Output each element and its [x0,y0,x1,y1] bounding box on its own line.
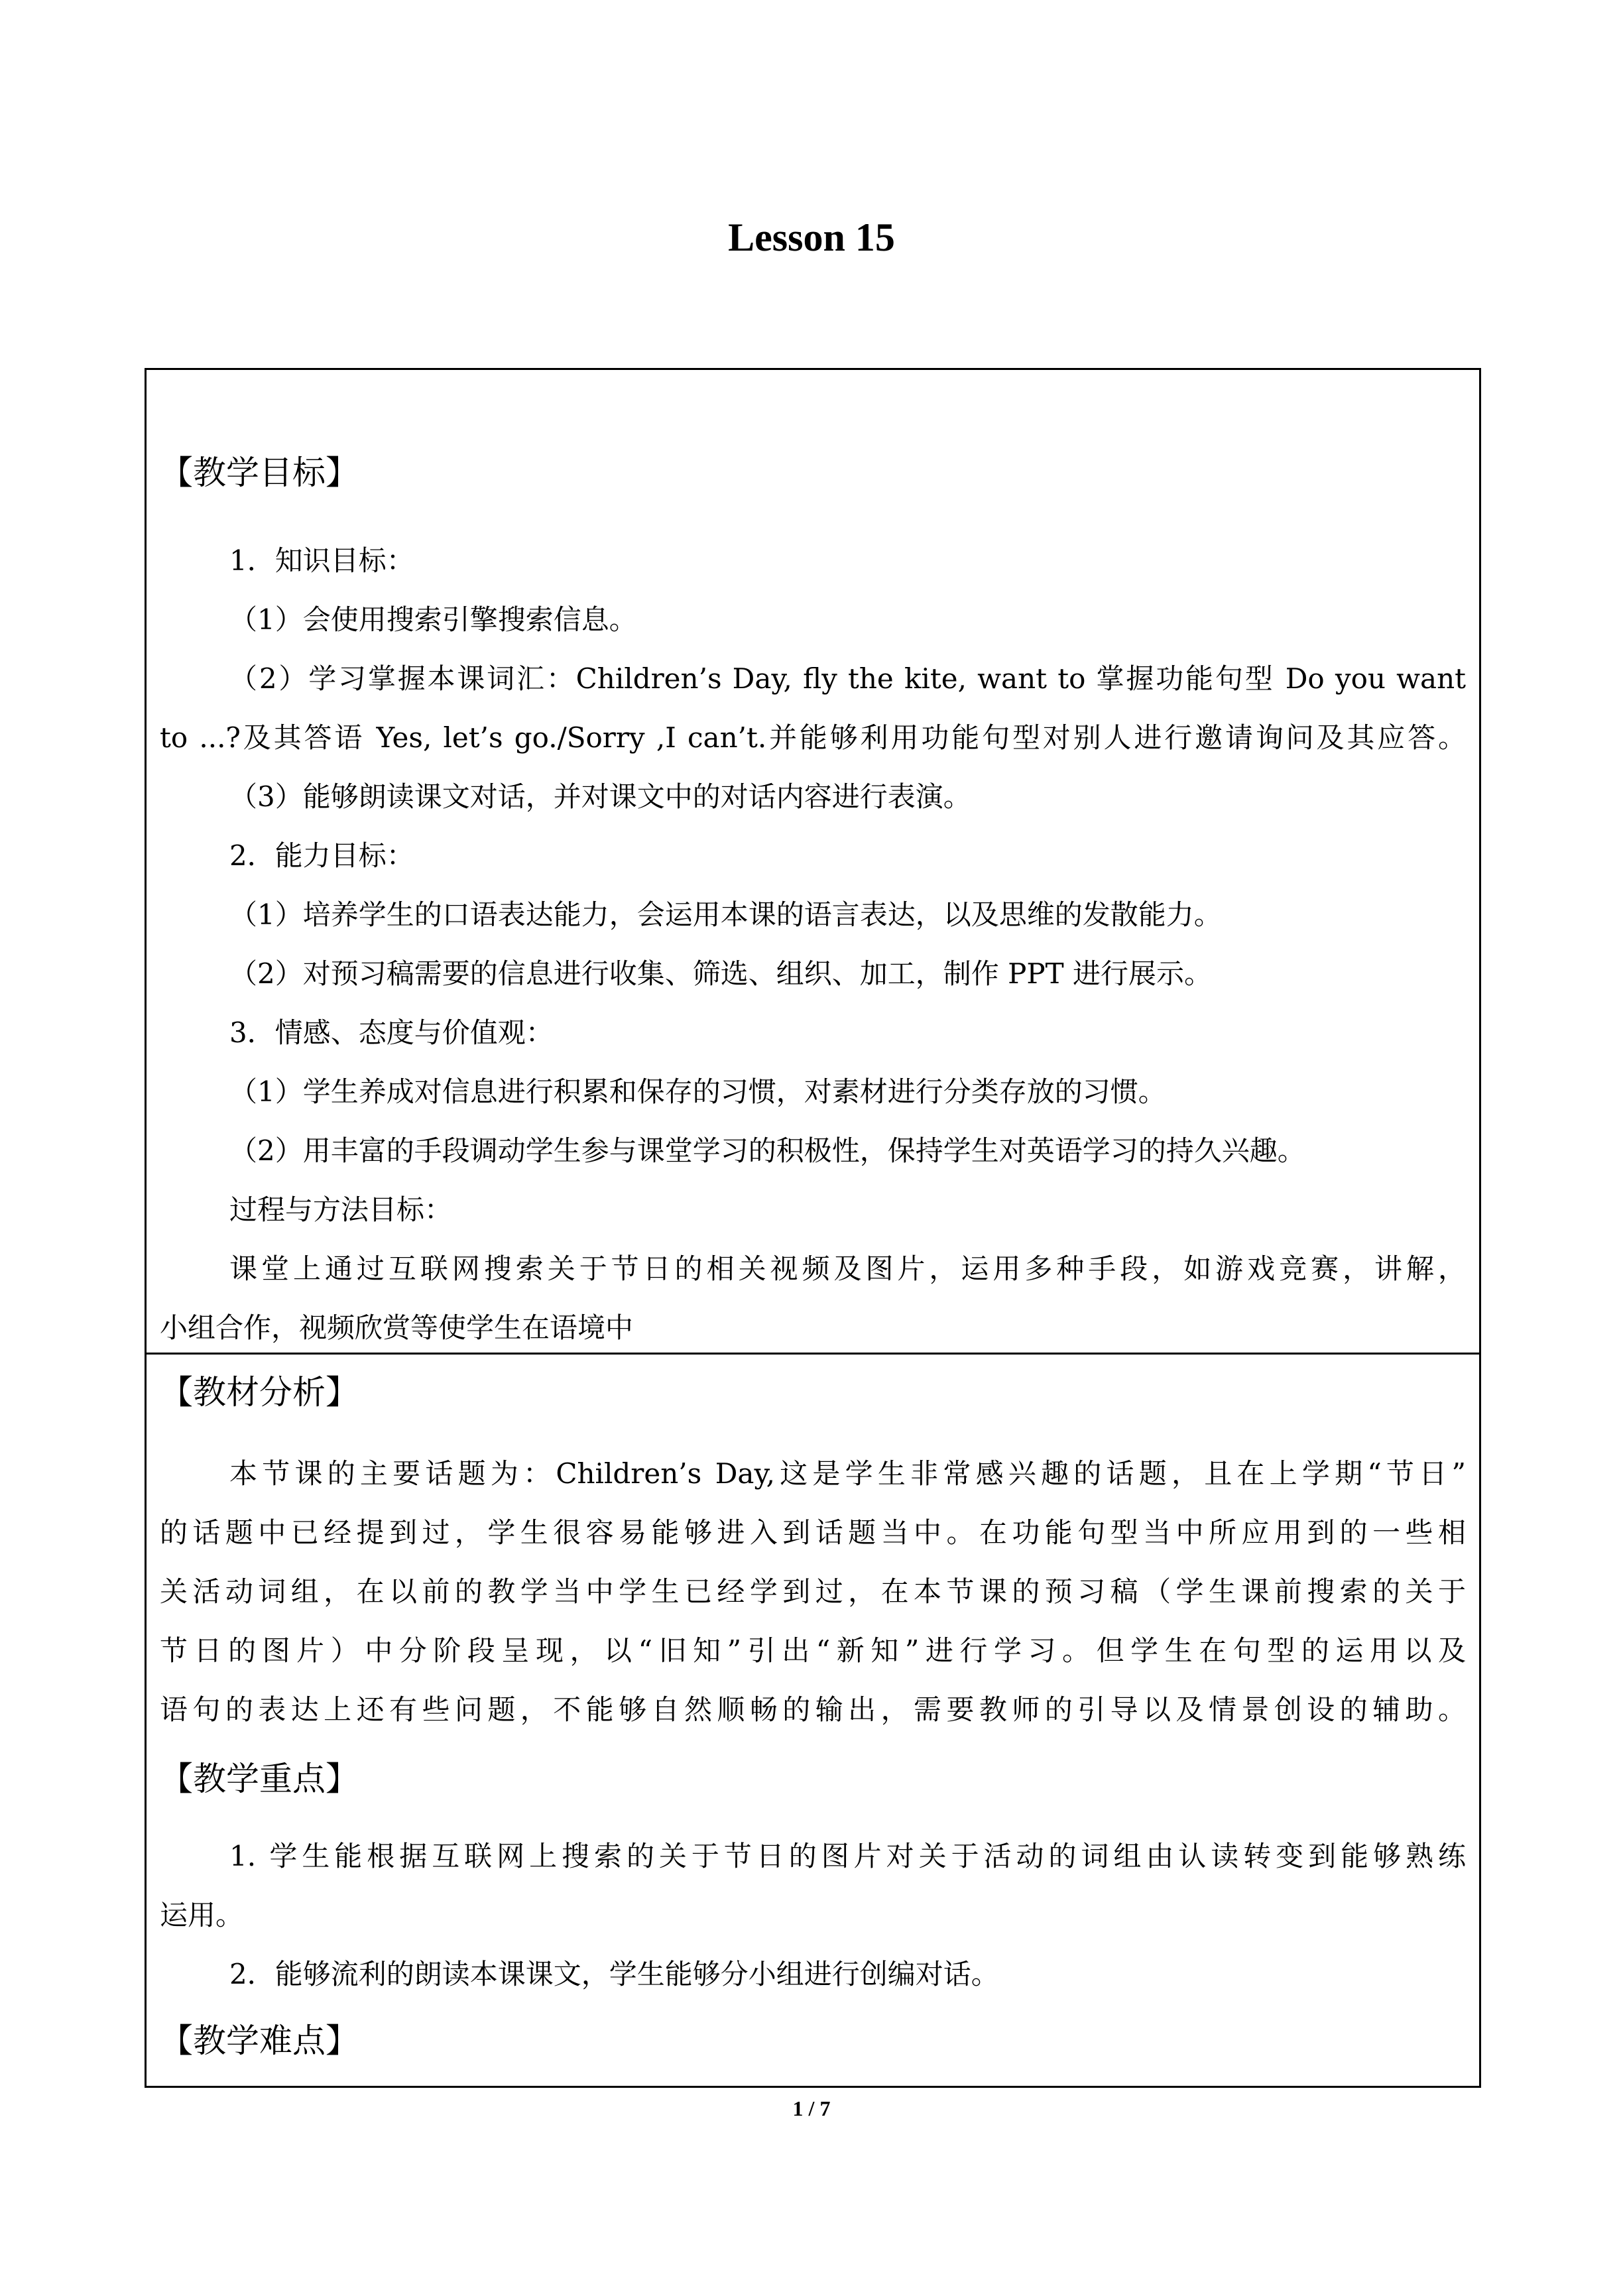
analysis-line: 的话题中已经提到过，学生很容易能够进入到话题当中。在功能句型当中所应用到的一些相 [160,1516,1466,1549]
analysis-line: 语句的表达上还有些问题，不能够自然顺畅的输出，需要教师的引导以及情景创设的辅助。 [160,1693,1466,1726]
objective-line: （1）学生养成对信息进行积累和保存的习惯，对素材进行分类存放的习惯。 [229,1075,1166,1108]
objectives-cell [147,370,1479,1355]
page-number: 1 / 7 [792,2096,831,2120]
objective-line: （1）培养学生的口语表达能力，会运用本课的语言表达，以及思维的发散能力。 [229,898,1222,931]
difficulties-heading: 【教学难点】 [160,2022,359,2060]
analysis-line: 节日的图片）中分阶段呈现，以“旧知”引出“新知”进行学习。但学生在句型的运用以及 [160,1634,1466,1667]
objective-line: 课堂上通过互联网搜索关于节日的相关视频及图片，运用多种手段，如游戏竞赛，讲解， [229,1252,1466,1285]
lesson-plan-table [145,368,1481,2088]
objective-line: 2．能力目标： [229,839,414,872]
objectives-heading: 【教学目标】 [160,453,359,492]
document-title: Lesson 15 [728,215,895,259]
analysis-line: 关活动词组，在以前的教学当中学生已经学到过，在本节课的预习稿（学生课前搜索的关于 [160,1575,1466,1608]
key-point-line: 2．能够流利的朗读本课课文，学生能够分小组进行创编对话。 [229,1958,999,1990]
objective-line: 1．知识目标： [229,544,414,577]
objective-line: （2）用丰富的手段调动学生参与课堂学习的积极性，保持学生对英语学习的持久兴趣。 [229,1134,1305,1167]
objective-line: 小组合作，视频欣赏等使学生在语境中 [160,1311,634,1344]
key-point-line: 运用。 [160,1899,244,1931]
analysis-line: 本节课的主要话题为：Children’s Day,这是学生非常感兴趣的话题，且在上学期“节日” [229,1457,1466,1490]
objective-line: （2）对预习稿需要的信息进行收集、筛选、组织、加工，制作 PPT 进行展示。 [229,957,1212,990]
objective-line: （3）能够朗读课文对话，并对课文中的对话内容进行表演。 [229,780,971,813]
key-point-line: 1. 学生能根据互联网上搜索的关于节日的图片对关于活动的词组由认读转变到能够熟练 [229,1840,1466,1872]
objective-line: 3．情感、态度与价值观： [229,1016,554,1049]
objective-line: （1）会使用搜索引擎搜索信息。 [229,603,637,636]
objective-line: （2）学习掌握本课词汇：Children’s Day, fly the kite, want to 掌握功能句型 Do you want [229,662,1466,695]
analysis-cell [147,1355,1479,2086]
objective-line: 过程与方法目标： [229,1193,453,1226]
key-points-heading: 【教学重点】 [160,1760,359,1798]
objective-line: to ...?及其答语 Yes, let’s go./Sorry ,I can’t.并能够利用功能句型对别人进行邀请询问及其应答。 [160,721,1466,754]
analysis-heading: 【教材分析】 [160,1373,359,1412]
